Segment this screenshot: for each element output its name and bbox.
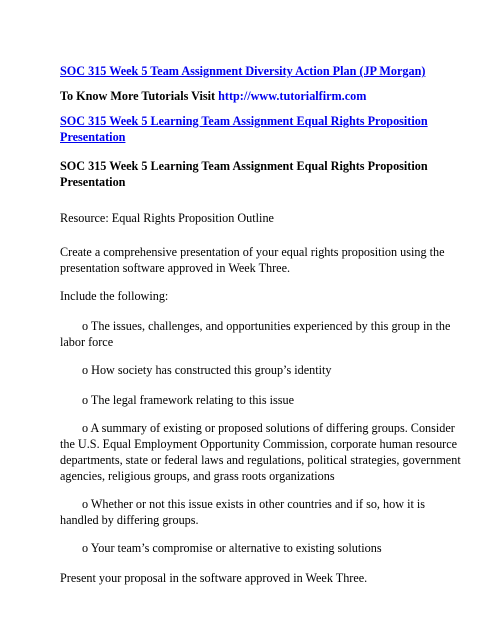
equal-rights-link-line1[interactable]: SOC 315 Week 5 Learning Team Assignment Equal Rights Proposition [60,114,428,128]
bullet-3: o The legal framework relating to this issue [82,393,294,407]
bullet-6: o Your team’s compromise or alternative to existing solutions [82,541,382,555]
promo-line [60,88,366,104]
promo-label: To Know More Tutorials Visit [60,89,219,103]
bullet-4-line1: o A summary of existing or proposed solutions of differing groups. Consider [82,421,455,435]
bullet-5-line2: handled by differing groups. [60,513,199,527]
bullet-2: o How society has constructed this group’s identity [82,363,332,377]
bullet-1-line1: o The issues, challenges, and opportunities experienced by this group in the [82,319,451,333]
bullet-4-line4: agencies, religious groups, and grass roots organizations [60,469,335,483]
heading-line1: SOC 315 Week 5 Learning Team Assignment Equal Rights Proposition [60,159,428,173]
equal-rights-link-line2[interactable]: Presentation [60,130,126,144]
diversity-plan-link[interactable]: SOC 315 Week 5 Team Assignment Diversity Action Plan (JP Morgan) [60,64,426,78]
create-text-line2: presentation software approved in Week Three. [60,261,291,275]
bullet-5-line1: o Whether or not this issue exists in other countries and if so, how it is [82,497,426,511]
create-text-line1: Create a comprehensive presentation of your equal rights proposition using the [60,245,445,259]
promo-url[interactable]: http://www.tutorialfirm.com [218,89,367,103]
bullet-4-line2: the U.S. Equal Employment Opportunity Commission, corporate human resource [60,437,458,451]
bullet-1-line2: labor force [60,335,114,349]
include-text: Include the following: [60,289,169,303]
resource-text: Resource: Equal Rights Proposition Outline [60,211,274,225]
bullet-4-line3: departments, state or federal laws and regulations, political strategies, government [60,453,461,467]
present-text: Present your proposal in the software approved in Week Three. [60,571,368,585]
heading-line2: Presentation [60,175,126,189]
